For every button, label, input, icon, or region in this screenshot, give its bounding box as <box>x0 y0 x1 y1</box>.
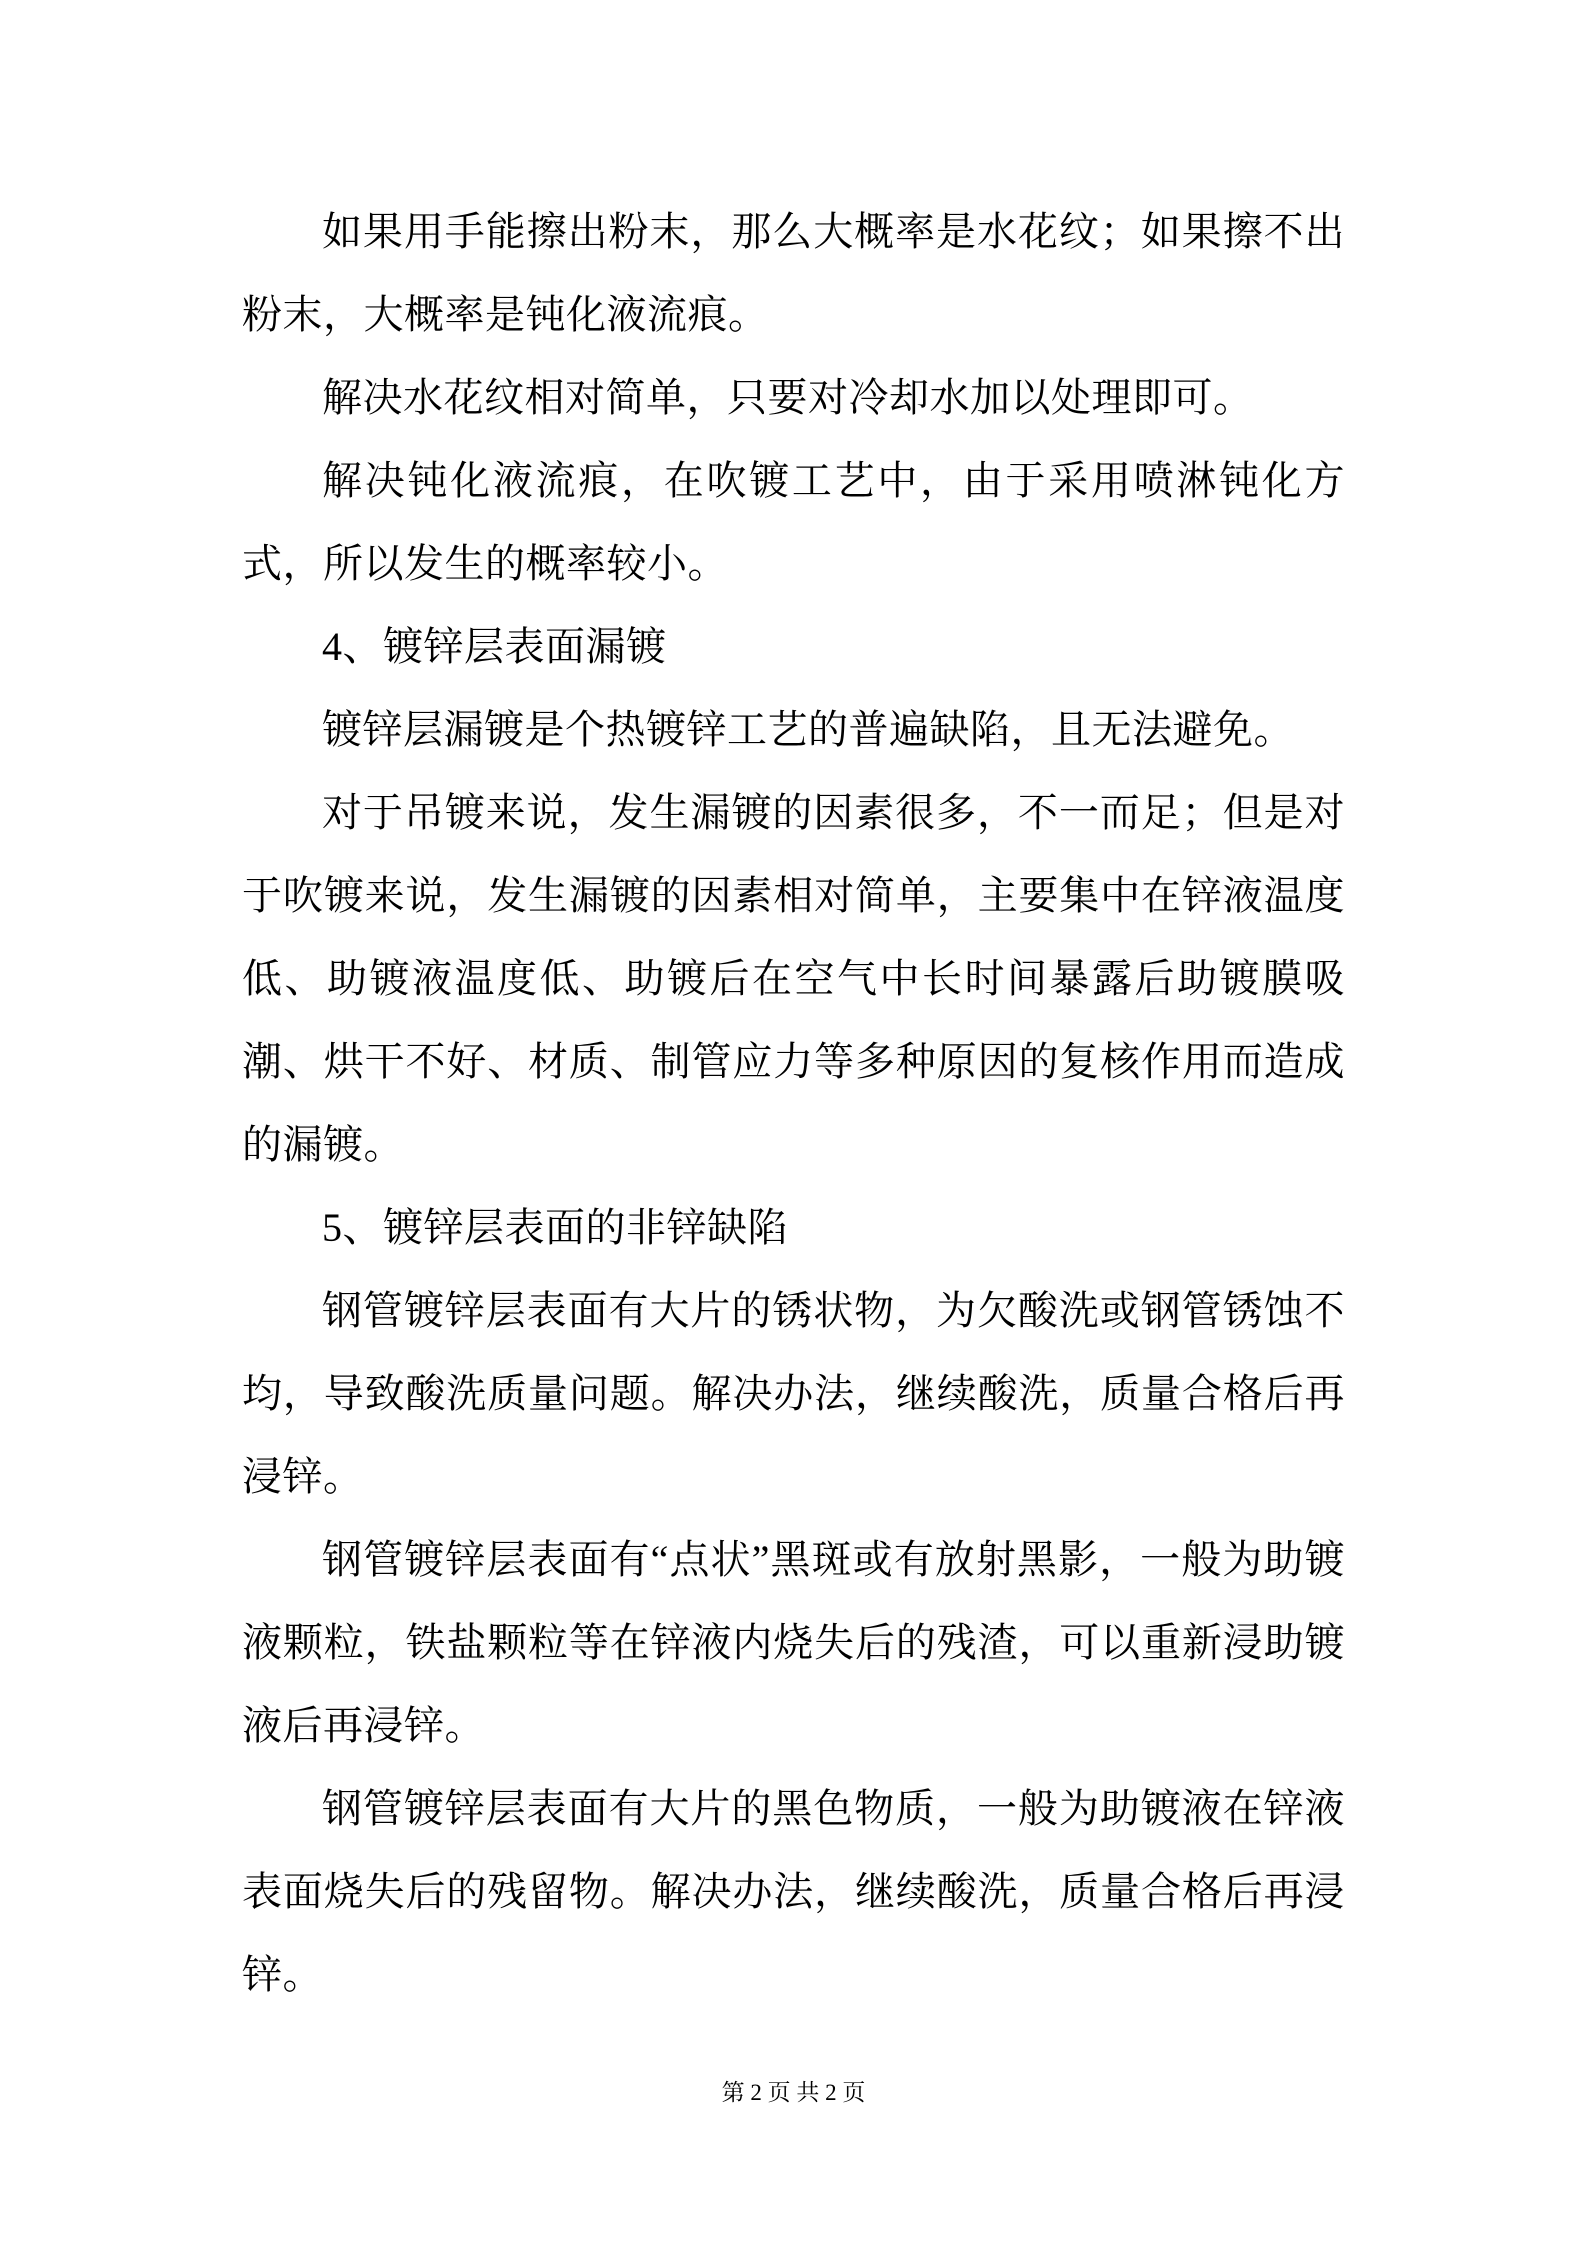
paragraph: 对于吊镀来说，发生漏镀的因素很多，不一而足；但是对于吹镀来说，发生漏镀的因素相对简单，主要集中在锌液温度低、助镀液温度低、助镀后在空气中长时间暴露后助镀膜吸潮、烘干不好、材质、制管应力等多种原因的复核作用而造成的漏镀。 <box>242 790 1345 1167</box>
document-body <box>242 190 1345 2016</box>
paragraph: 解决钝化液流痕，在吹镀工艺中，由于采用喷淋钝化方式，所以发生的概率较小。 <box>242 458 1345 586</box>
paragraph: 解决水花纹相对简单，只要对冷却水加以处理即可。 <box>322 375 1254 420</box>
page-footer: 第 2 页 共 2 页 <box>721 2080 866 2105</box>
paragraph: 如果用手能擦出粉末，那么大概率是水花纹；如果擦不出粉末，大概率是钝化液流痕。 <box>242 209 1345 337</box>
section-heading: 4、镀锌层表面漏镀 <box>322 624 667 669</box>
paragraph: 钢管镀锌层表面有大片的黑色物质，一般为助镀液在锌液表面烧失后的残留物。解决办法，继续酸洗，质量合格后再浸锌。 <box>242 1786 1345 1997</box>
paragraph: 钢管镀锌层表面有大片的锈状物，为欠酸洗或钢管锈蚀不均，导致酸洗质量问题。解决办法，继续酸洗，质量合格后再浸锌。 <box>242 1288 1345 1499</box>
paragraph: 镀锌层漏镀是个热镀锌工艺的普遍缺陷，且无法避免。 <box>322 707 1294 752</box>
paragraph: 钢管镀锌层表面有“点状”黑斑或有放射黑影，一般为助镀液颗粒，铁盐颗粒等在锌液内烧失后的残渣，可以重新浸助镀液后再浸锌。 <box>242 1537 1345 1748</box>
section-heading: 5、镀锌层表面的非锌缺陷 <box>322 1205 788 1250</box>
